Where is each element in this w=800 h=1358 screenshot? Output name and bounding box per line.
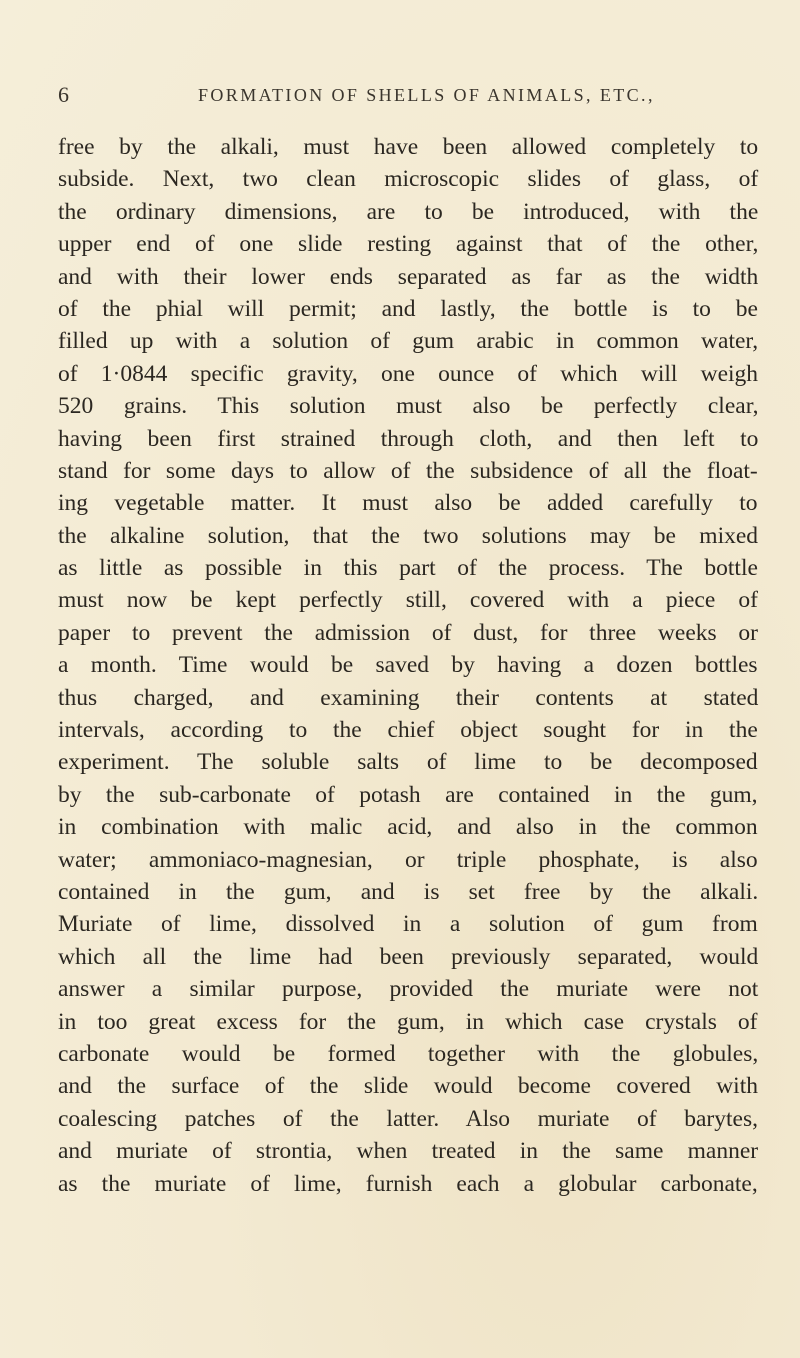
text-line: free by the alkali, must have been allowed completely to	[58, 134, 759, 160]
text-line: of the phial will permit; and lastly, the bottle is to be	[58, 295, 758, 322]
text-line: and with their lower ends separated as far as the width	[58, 263, 759, 290]
text-line: contained in the gum, and is set free by the alkali.	[58, 878, 759, 905]
text-line: in combination with malic acid, and also in the common	[58, 814, 758, 841]
text-line: Muriate of lime, dissolved in a solution of gum from	[58, 911, 758, 938]
text-line: of 1·0844 specific gravity, one ounce of which will weigh	[58, 360, 759, 387]
text-line: paper to prevent the admission of dust, for three weeks or	[58, 619, 758, 646]
text-line: experiment. The soluble salts of lime to be decomposed	[58, 749, 758, 776]
text-line: as the muriate of lime, furnish each a globular carbonate,	[58, 1170, 758, 1197]
text-line: thus charged, and examining their contents at stated	[58, 684, 759, 711]
text-line: filled up with a solution of gum arabic in common water,	[58, 328, 759, 355]
text-line: which all the lime had been previously separated, would	[58, 943, 759, 970]
text-line: having been first strained through cloth, and then left to	[58, 425, 759, 452]
text-line: intervals, according to the chief object sought for in the	[58, 717, 758, 744]
text-line: 520 grains. This solution must also be perfectly clear,	[58, 393, 759, 420]
text-line: as little as possible in this part of the process. The bottle	[58, 555, 758, 582]
text-line: answer a similar purpose, provided the muriate were not	[58, 976, 759, 1003]
text-line: ing vegetable matter. It must also be added carefully to	[58, 490, 758, 517]
text-line: water; ammoniaco-magnesian, or triple phosphate, is also	[58, 846, 758, 873]
text-line: upper end of one slide resting against that of the other,	[58, 231, 759, 258]
text-line: the alkaline solution, that the two solutions may be mixed	[58, 522, 759, 549]
text-line: and the surface of the slide would become covered with	[58, 1073, 758, 1100]
text-line: in too great excess for the gum, in which case crystals of	[58, 1008, 758, 1035]
body-text	[58, 131, 758, 1200]
text-line: subside. Next, two clean microscopic slides of glass, of	[58, 166, 759, 193]
text-line: stand for some days to allow of the subsidence of all the float-	[58, 457, 758, 484]
page-number: 6	[58, 82, 69, 107]
text-line: carbonate would be formed together with the globules,	[58, 1040, 759, 1067]
text-line: by the sub-carbonate of potash are contained in the gum,	[58, 781, 758, 808]
running-title: FORMATION OF SHELLS OF ANIMALS, ETC.,	[198, 85, 655, 105]
text-line: the ordinary dimensions, are to be introduced, with the	[58, 198, 759, 225]
text-line: a month. Time would be saved by having a dozen bottles	[58, 652, 758, 679]
text-line: coalescing patches of the latter. Also muriate of barytes,	[58, 1105, 758, 1132]
text-line: and muriate of strontia, when treated in the same manner	[58, 1138, 759, 1165]
page-header	[58, 82, 758, 112]
text-line: must now be kept perfectly still, covered with a piece of	[58, 587, 758, 614]
